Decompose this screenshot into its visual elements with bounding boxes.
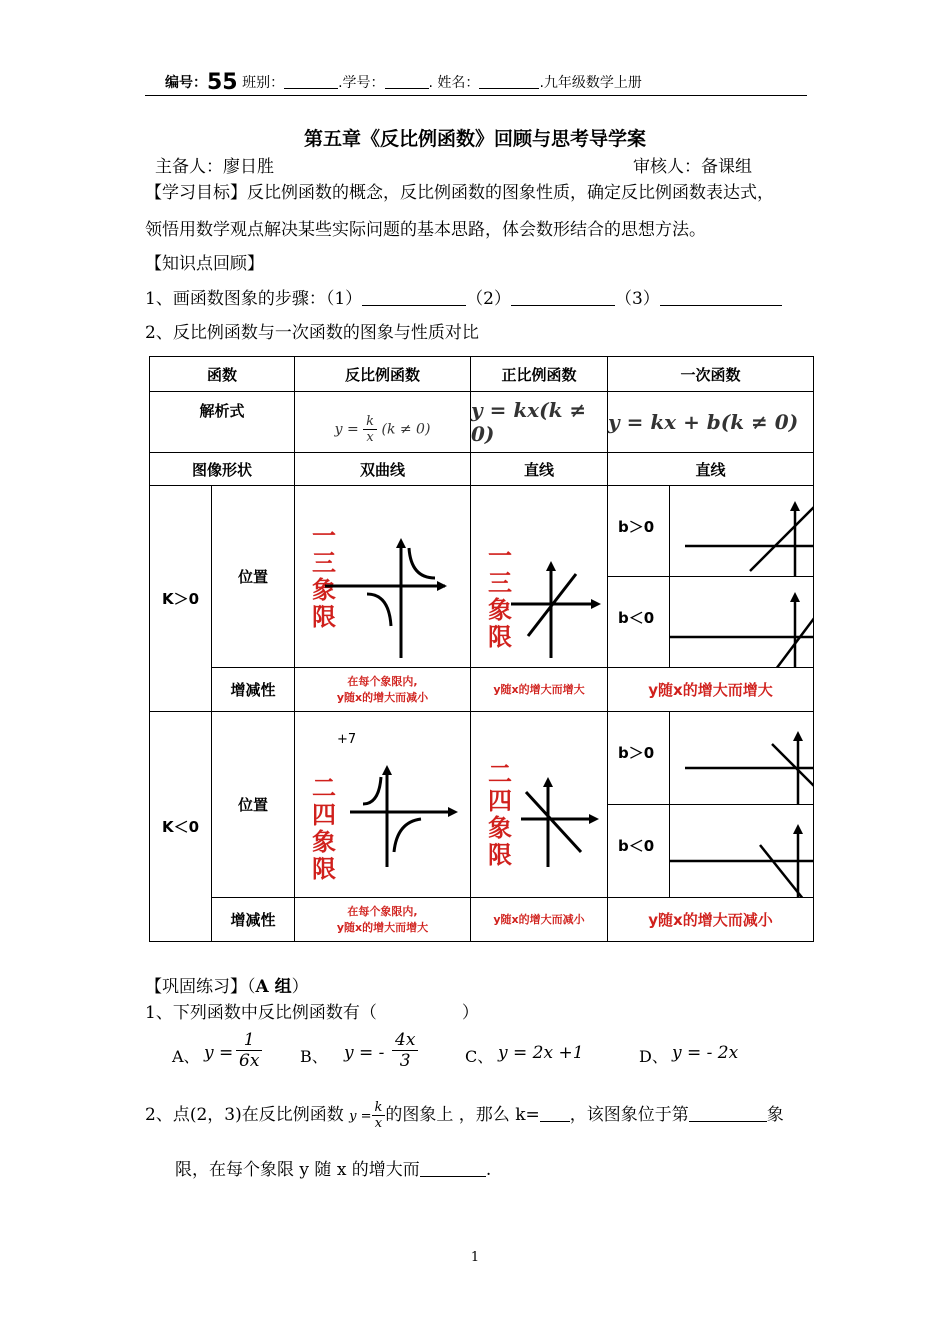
b-positive-text: b＞0: [618, 518, 655, 536]
practice-group: A 组: [255, 977, 292, 997]
page-number: 1: [470, 1250, 480, 1265]
header-inverse: 反比例函数: [295, 357, 471, 392]
step-1-blank[interactable]: [362, 291, 466, 306]
mono-label-pos: 增减性: [212, 668, 295, 712]
b-neg-label-1: [608, 577, 670, 668]
exercise-2-den: x: [374, 1116, 383, 1131]
practice-close: ）: [291, 977, 309, 997]
exercise-1-options: [172, 1030, 792, 1080]
exercise-2-num: k: [372, 1100, 386, 1116]
option-a-label: A、: [172, 1047, 200, 1066]
exercise-2-text-5: 限，在每个象限 y 随 x 的增大而: [175, 1160, 420, 1180]
hyperbola-13-graph: [295, 486, 471, 666]
graph-linear-neg-bpos: [670, 712, 814, 805]
exercise-2-text-1: 2、点(2，3)在反比例函数: [145, 1105, 344, 1125]
k-positive-label: K＞0: [150, 486, 212, 712]
exercise-2-text-4: 象: [766, 1105, 784, 1125]
quadrant-label-13: 一三象限: [312, 521, 337, 631]
option-b-lhs: y = -: [344, 1043, 385, 1063]
step-2-label: （2）: [466, 289, 511, 309]
mono-linear-neg: y随x的增大而减小: [608, 898, 814, 942]
formula-direct: y = kx(k ≠ 0): [471, 392, 608, 453]
preparer: 主备人：廖日胜: [155, 157, 274, 177]
option-a-num: 1: [236, 1030, 262, 1051]
option-c-expr: y = 2x +1: [498, 1043, 584, 1063]
direct-line-neg-graph: [471, 712, 608, 898]
class-label: 班别：: [242, 75, 285, 91]
mono-direct-neg: y随x的增大而减小: [471, 898, 608, 942]
b-pos-label-1: [608, 486, 670, 577]
exercise-2-end: .: [485, 1160, 492, 1180]
graph-linear-neg-bneg: [670, 805, 814, 898]
position-label-neg: 位置: [212, 712, 295, 898]
option-c-label: C、: [465, 1047, 494, 1066]
option-a-fraction: [236, 1030, 262, 1071]
header-function: 函数: [150, 357, 295, 392]
step-3-blank[interactable]: [660, 291, 782, 306]
step-2-blank[interactable]: [511, 291, 615, 306]
b-negative-text: b＜0: [618, 609, 655, 627]
b-negative-text-2: b＜0: [618, 837, 655, 855]
exercise-2-lhs: y =: [349, 1109, 372, 1124]
formula-linear: y = kx + b(k ≠ 0): [608, 392, 814, 453]
exercise-1: 1、下列函数中反比例函数有（ ）: [145, 1003, 479, 1023]
comparison-table: [149, 356, 814, 942]
graph-direct-neg: [471, 712, 608, 898]
formula-inverse-den: x: [366, 429, 374, 445]
document-header: [165, 70, 642, 95]
mono-inverse-pos: [295, 668, 471, 712]
option-b-num: 4x: [392, 1030, 418, 1051]
graph-linear-pos-bpos: [670, 486, 814, 577]
shape-direct: 直线: [471, 453, 608, 486]
mono-inverse-neg-line1: 在每个象限内,: [347, 904, 418, 918]
practice-heading-text: 【巩固练习】（: [145, 977, 256, 997]
b-neg-label-2: [608, 805, 670, 898]
exercise-2-line-2: [175, 1155, 491, 1180]
course-label: .九年级数学上册: [539, 75, 642, 91]
mono-linear-pos: y随x的增大而增大: [608, 668, 814, 712]
formula-inverse-cond: (k ≠ 0): [381, 421, 431, 437]
linear-decreasing-bneg-graph: [670, 805, 814, 898]
quadrant-label-24: 二四象限: [312, 773, 337, 883]
exercise-2-fraction: [372, 1100, 386, 1131]
quadrant-label-13-direct: 一三象限: [488, 541, 513, 651]
mono-inverse-pos-line1: 在每个象限内,: [347, 674, 418, 688]
step-3-label: （3）: [614, 289, 660, 309]
student-id-label: .学号：: [338, 75, 385, 91]
header-rule: [145, 95, 807, 96]
graph-inverse-neg: [295, 712, 471, 898]
exercise-2-line-1: [145, 1100, 784, 1131]
quadrant-blank[interactable]: [689, 1107, 767, 1122]
b-pos-label-2: [608, 712, 670, 805]
question-1-text: 1、画函数图象的步骤：: [145, 289, 326, 309]
option-d-label: D、: [639, 1047, 668, 1066]
mono-inverse-neg: [295, 898, 471, 942]
formula-inverse-num: k: [363, 414, 377, 430]
formula-inverse: [295, 392, 471, 453]
mono-label-neg: 增减性: [212, 898, 295, 942]
number-label: 编号：: [165, 75, 207, 91]
position-label-pos: 位置: [212, 486, 295, 668]
k-value-blank[interactable]: [540, 1107, 570, 1122]
direct-line-pos-graph: [471, 486, 608, 666]
header-direct: 正比例函数: [471, 357, 608, 392]
mono-direct-pos: y随x的增大而增大: [471, 668, 608, 712]
option-a-lhs: y =: [204, 1043, 234, 1063]
number-value: 55: [207, 70, 238, 95]
header-linear: 一次函数: [608, 357, 814, 392]
option-b-label: B、: [300, 1047, 328, 1066]
name-blank[interactable]: [479, 76, 539, 89]
name-label: . 姓名：: [428, 75, 480, 91]
trend-blank[interactable]: [420, 1162, 486, 1177]
k-negative-label: K＜0: [150, 712, 212, 942]
row-formula-label: 解析式: [150, 392, 295, 453]
shape-linear: 直线: [608, 453, 814, 486]
graph-linear-pos-bneg: [670, 577, 814, 668]
class-blank[interactable]: [284, 76, 338, 89]
page-title: 第五章《反比例函数》回顾与思考导学案: [303, 128, 646, 150]
option-b-den: 3: [399, 1051, 411, 1071]
mono-inverse-pos-line2: y随x的增大而减小: [336, 690, 429, 704]
exercise-2-text-3: ，该图象位于第: [569, 1105, 689, 1125]
objectives-line-2: 领悟用数学观点解决某些实际问题的基本思路，体会数形结合的思想方法。: [145, 220, 706, 240]
option-a-den: 6x: [239, 1051, 260, 1071]
review-heading: 【知识点回顾】: [145, 254, 264, 274]
hyperbola-24-graph: [295, 712, 471, 898]
linear-decreasing-bpos-graph: [670, 712, 814, 805]
formula-inverse-lhs: y =: [334, 421, 359, 437]
option-d-expr: y = - 2x: [672, 1043, 739, 1063]
option-b-fraction: [392, 1030, 418, 1071]
practice-heading: [145, 972, 309, 997]
reviewer: 审核人：备课组: [633, 157, 752, 177]
graph-inverse-pos: [295, 486, 471, 668]
graph-direct-pos: [471, 486, 608, 668]
b-positive-text-2: b＞0: [618, 744, 655, 762]
mono-inverse-neg-line2: y随x的增大而增大: [336, 920, 429, 934]
linear-increasing-bneg-graph: [670, 577, 814, 668]
step-1-label: （1）: [325, 289, 363, 309]
student-id-blank[interactable]: [385, 76, 429, 89]
linear-increasing-bpos-graph: [670, 486, 814, 577]
question-2: 2、反比例函数与一次函数的图象与性质对比: [145, 323, 479, 343]
stray-mark: +7: [337, 732, 357, 747]
quadrant-label-24-direct: 二四象限: [488, 759, 513, 869]
row-shape-label: 图像形状: [150, 453, 295, 486]
question-1: [145, 284, 782, 309]
objectives-line-1: 【学习目标】反比例函数的概念，反比例函数的图象性质，确定反比例函数表达式，: [145, 183, 774, 203]
exercise-2-text-2: 的图象上 ，那么 k=: [385, 1105, 540, 1125]
shape-inverse: 双曲线: [295, 453, 471, 486]
